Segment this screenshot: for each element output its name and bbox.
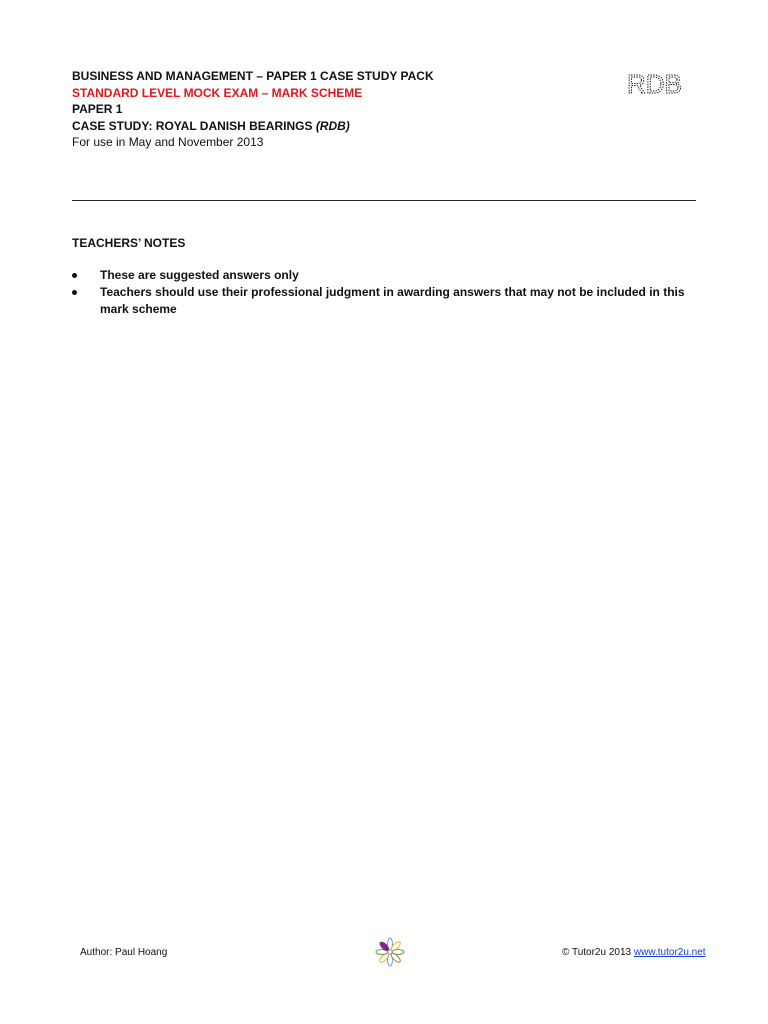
tutor2u-flower-logo-icon (374, 937, 406, 967)
teachers-notes-heading: TEACHERS’ NOTES (72, 236, 186, 250)
bullet-icon (72, 290, 77, 295)
bullet-icon (72, 273, 77, 278)
course-title: BUSINESS AND MANAGEMENT – PAPER 1 CASE STUDY PACK (72, 69, 434, 83)
flower-petal (390, 952, 402, 964)
list-item-text: These are suggested answers only (100, 268, 299, 282)
document-header (72, 68, 632, 151)
usage-note: For use in May and November 2013 (72, 135, 264, 149)
tutor2u-link[interactable]: www.tutor2u.net (633, 947, 706, 958)
list-item (72, 267, 700, 284)
header-divider (72, 200, 696, 201)
exam-subtitle: STANDARD LEVEL MOCK EXAM – MARK SCHEME (72, 85, 363, 100)
list-item-text: Teachers should use their professional judgment in awarding answers that may not be included in this mark scheme (100, 285, 685, 316)
footer-author: Author: Paul Hoang (80, 947, 168, 958)
case-study-abbreviation: (RDB) (315, 118, 350, 133)
copyright-text: © Tutor2u 2013 (562, 947, 634, 958)
flower-petal (378, 952, 390, 964)
flower-petal-filled (378, 940, 391, 953)
rdb-logo (626, 68, 690, 98)
flower-petal (392, 950, 404, 955)
teachers-notes-list (72, 267, 700, 318)
flower-petal (388, 954, 393, 966)
flower-petal (390, 940, 402, 952)
rdb-logo-text: RDB (627, 69, 682, 98)
case-study-name: CASE STUDY: ROYAL DANISH BEARINGS (72, 118, 316, 133)
case-study-title (72, 118, 632, 135)
footer-copyright (562, 946, 706, 960)
paper-label: PAPER 1 (72, 102, 123, 116)
list-item (72, 284, 700, 318)
